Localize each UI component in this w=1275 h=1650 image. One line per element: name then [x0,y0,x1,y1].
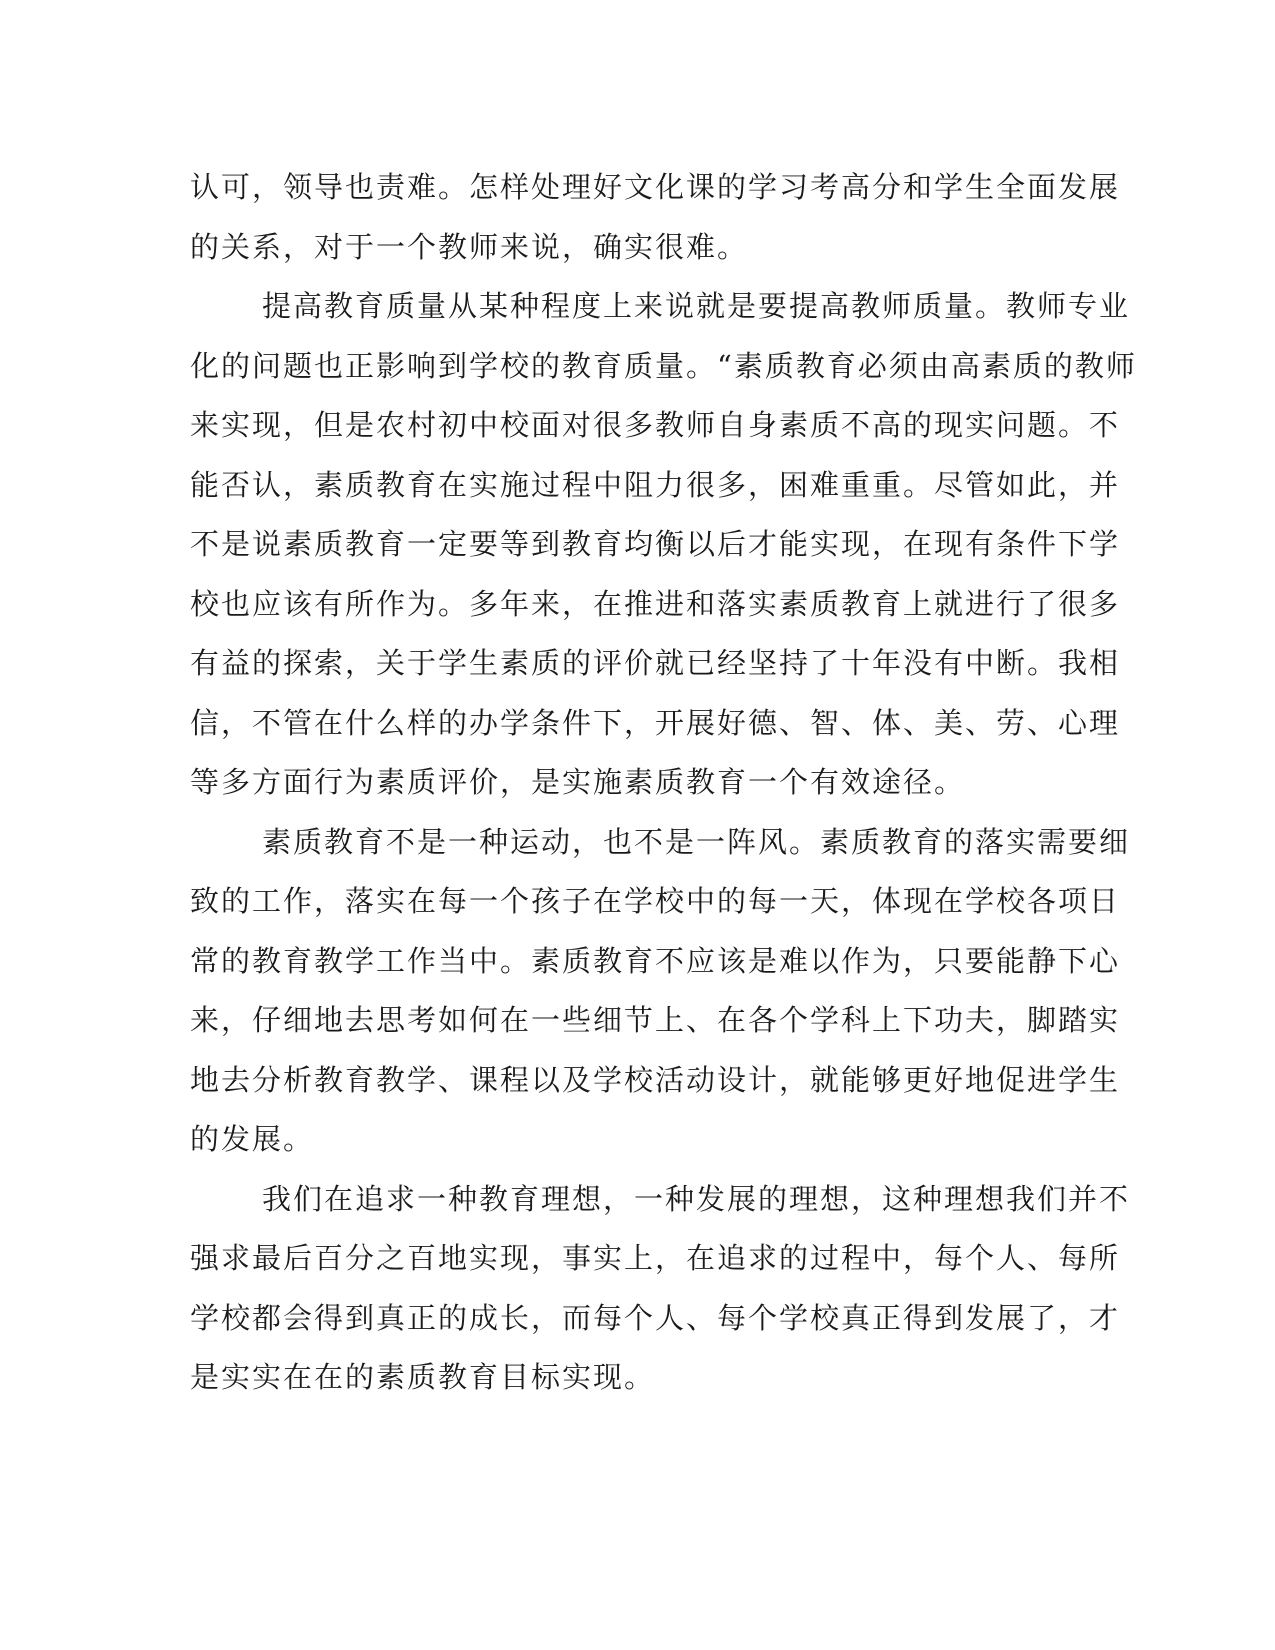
text-line: 不是说素质教育一定要等到教育均衡以后才能实现，在现有条件下学 [190,527,1121,561]
paragraph-1 [190,158,1121,277]
paragraph-3 [190,813,1131,1170]
text-line: 是实实在在的素质教育目标实现。 [190,1360,656,1394]
text-line: 来，仔细地去思考如何在一些细节上、在各个学科上下功夫，脚踏实 [190,1003,1121,1037]
text-line: 等多方面行为素质评价，是实施素质教育一个有效途径。 [190,765,966,799]
body-text [190,158,1137,1408]
text-line: 认可，领导也责难。怎样处理好文化课的学习考高分和学生全面发展 [190,170,1121,204]
text-line: 强求最后百分之百地实现，事实上，在追求的过程中，每个人、每所 [190,1241,1121,1275]
text-line: 的关系，对于一个教师来说，确实很难。 [190,229,749,264]
text-line: 我们在追求一种教育理想，一种发展的理想，这种理想我们并不 [262,1181,1131,1216]
text-line: 常的教育教学工作当中。素质教育不应该是难以作为，只要能静下心 [190,943,1121,978]
text-line: 地去分析教育教学、课程以及学校活动设计，就能够更好地促进学生 [190,1062,1121,1097]
paragraph-2 [190,277,1137,813]
text-line: 提高教育质量从某种程度上来说就是要提高教师质量。教师专业 [262,289,1131,323]
text-line: 信，不管在什么样的办学条件下，开展好德、智、体、美、劳、心理 [190,705,1121,740]
text-line: 来实现，但是农村初中校面对很多教师自身素质不高的现实问题。不 [190,408,1121,442]
text-line: 的发展。 [190,1122,315,1156]
text-line: 致的工作，落实在每一个孩子在学校中的每一天，体现在学校各项日 [190,884,1121,918]
text-line: 素质教育不是一种运动，也不是一阵风。素质教育的落实需要细 [262,824,1131,859]
text-line: 能否认，素质教育在实施过程中阻力很多，困难重重。尽管如此，并 [190,467,1121,502]
text-line: 化的问题也正影响到学校的教育质量。“素质教育必须由高素质的教师 [190,348,1137,383]
paragraph-4 [190,1170,1131,1408]
text-line: 有益的探索，关于学生素质的评价就已经坚持了十年没有中断。我相 [190,646,1121,680]
text-line: 校也应该有所作为。多年来，在推进和落实素质教育上就进行了很多 [190,586,1121,621]
text-line: 学校都会得到真正的成长，而每个人、每个学校真正得到发展了，才 [190,1300,1121,1335]
